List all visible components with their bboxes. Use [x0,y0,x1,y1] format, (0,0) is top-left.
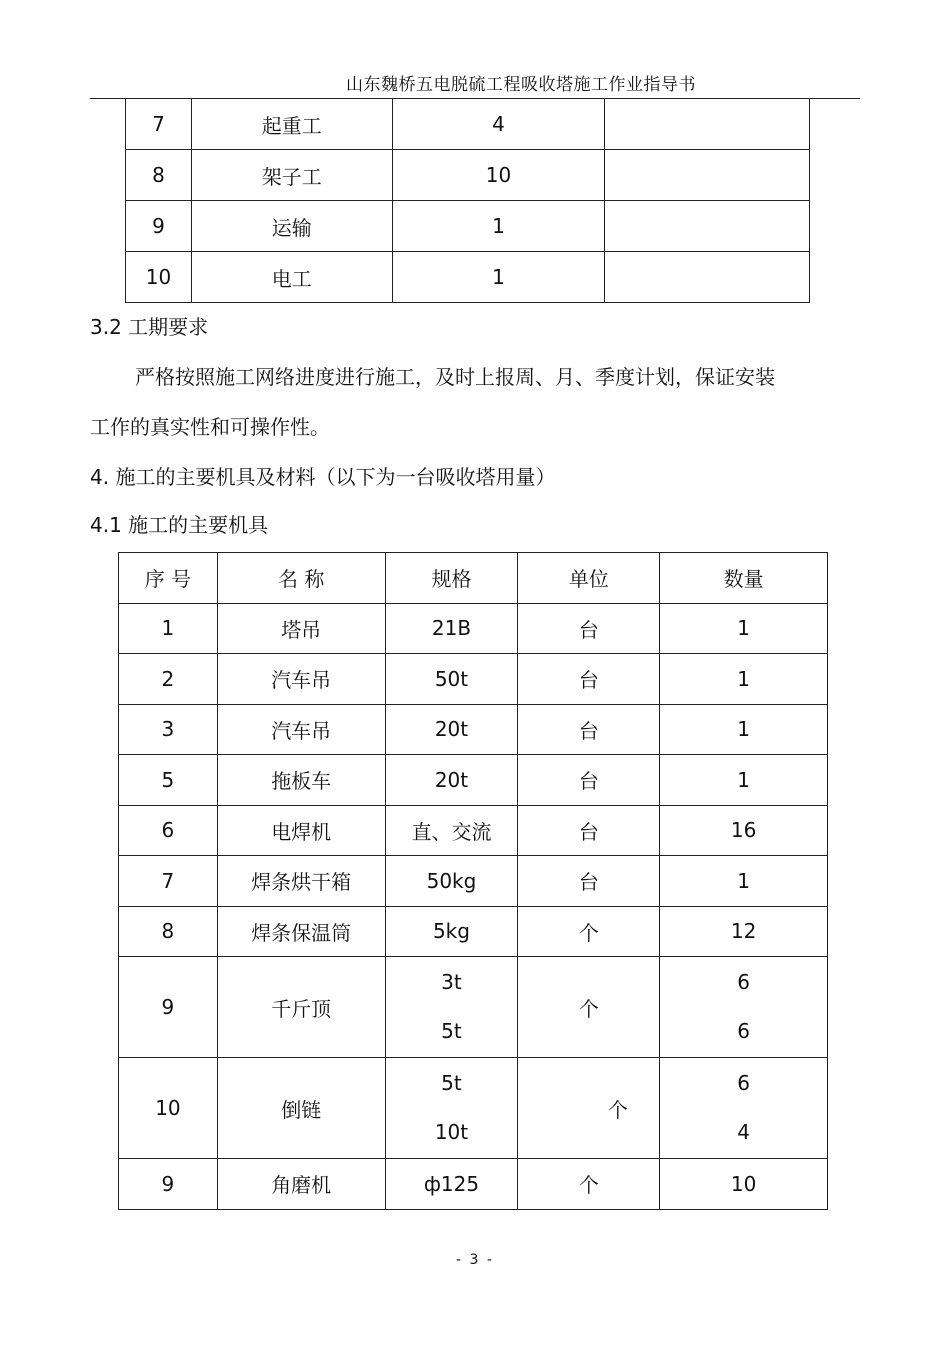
cell: 千斤顶 [217,957,385,1058]
cell: 1 [660,755,828,806]
table-row [126,150,810,201]
cell: 1 [660,856,828,907]
table-row [119,704,828,755]
cell: 汽车吊 [217,704,385,755]
table-row [126,201,810,252]
table-row [119,957,828,1058]
cell [385,1058,518,1159]
qty-line: 6 [737,1019,750,1043]
cell: 50t [385,654,518,705]
cell: 10 [126,252,192,303]
table-row [126,252,810,303]
cell: 3 [119,704,218,755]
cell: 6 [119,805,218,856]
cell: 21B [385,603,518,654]
cell: 个 [518,957,660,1058]
cell: 10 [660,1159,828,1210]
cell: 1 [660,654,828,705]
cell: 16 [660,805,828,856]
cell: 台 [518,704,660,755]
cell: 台 [518,654,660,705]
table-row [119,856,828,907]
cell: 起重工 [191,99,392,150]
spec-line: 5t [441,1071,462,1095]
cell: 焊条烘干箱 [217,856,385,907]
cell: 个 [518,1159,660,1210]
spec-line: 3t [441,970,462,994]
cell: 1 [660,603,828,654]
cell: 20t [385,704,518,755]
cell: 9 [119,957,218,1058]
cell [605,201,810,252]
cell: 台 [518,856,660,907]
cell [605,99,810,150]
cell: 倒链 [217,1058,385,1159]
table-header-row [119,553,828,604]
header-cell: 单位 [518,553,660,604]
cell: 电焊机 [217,805,385,856]
cell [660,957,828,1058]
page-number: - 3 - [456,1252,494,1268]
cell: 个 [518,1058,660,1159]
cell: 台 [518,805,660,856]
equipment-table [118,552,828,1210]
cell: 50kg [385,856,518,907]
cell: 运输 [191,201,392,252]
table-row [126,99,810,150]
cell: 8 [126,150,192,201]
cell: 2 [119,654,218,705]
cell: 电工 [191,252,392,303]
cell [385,957,518,1058]
cell: 架子工 [191,150,392,201]
table-row [119,1159,828,1210]
cell [605,252,810,303]
cell: 10 [119,1058,218,1159]
cell: 1 [392,201,605,252]
cell: 个 [518,906,660,957]
section-4-title: 4. 施工的主要机具及材料（以下为一台吸收塔用量） [90,465,556,489]
section-3-2-title: 3.2 工期要求 [90,315,209,339]
header-cell: 数量 [660,553,828,604]
cell: 9 [119,1159,218,1210]
header-cell: 名 称 [217,553,385,604]
cell: 直、交流 [385,805,518,856]
cell: 焊条保温筒 [217,906,385,957]
table-row [119,603,828,654]
header-title: 山东魏桥五电脱硫工程吸收塔施工作业指导书 [346,75,696,95]
cell: 1 [119,603,218,654]
section-3-2-body-line2: 工作的真实性和可操作性。 [90,415,330,439]
cell: 9 [126,201,192,252]
cell: 12 [660,906,828,957]
cell: 拖板车 [217,755,385,806]
cell: 台 [518,603,660,654]
section-3-2-body-line1: 严格按照施工网络进度进行施工，及时上报周、月、季度计划，保证安装 [135,365,775,389]
cell: 1 [392,252,605,303]
table-row [119,805,828,856]
cell: 10 [392,150,605,201]
cell: 1 [660,704,828,755]
table-row [119,906,828,957]
cell: 角磨机 [217,1159,385,1210]
labor-table [125,99,810,303]
cell: 汽车吊 [217,654,385,705]
qty-line: 6 [737,1071,750,1095]
cell: 20t [385,755,518,806]
spec-line: 10t [434,1120,469,1144]
table-row [119,654,828,705]
section-4-1-title: 4.1 施工的主要机具 [90,513,269,537]
cell: 台 [518,755,660,806]
cell: 8 [119,906,218,957]
cell: 4 [392,99,605,150]
qty-line: 4 [737,1120,750,1144]
cell: 5kg [385,906,518,957]
cell [660,1058,828,1159]
header-cell: 序 号 [119,553,218,604]
cell: 5 [119,755,218,806]
cell [605,150,810,201]
cell: 7 [126,99,192,150]
header-cell: 规格 [385,553,518,604]
table-row [119,755,828,806]
cell: ф125 [385,1159,518,1210]
cell: 塔吊 [217,603,385,654]
table-row [119,1058,828,1159]
cell: 7 [119,856,218,907]
qty-line: 6 [737,970,750,994]
spec-line: 5t [441,1019,462,1043]
